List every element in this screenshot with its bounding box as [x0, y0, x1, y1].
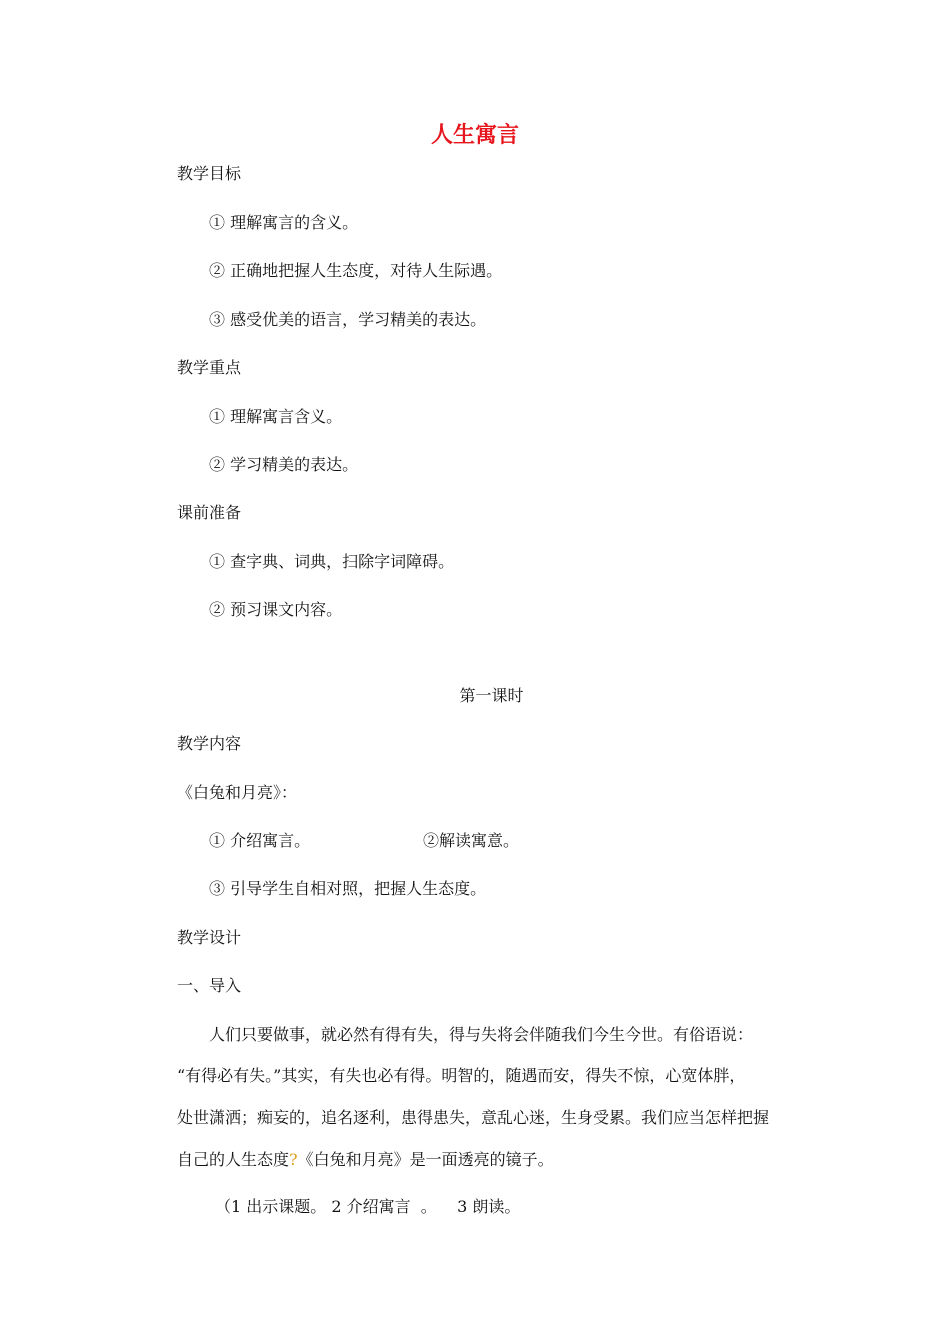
preparation-heading: 课前准备: [177, 503, 242, 522]
design-heading: 教学设计: [177, 928, 242, 947]
lesson-label: 第一课时: [459, 686, 524, 705]
content-heading: 教学内容: [177, 734, 242, 753]
keypoint-item: ① 理解寓言含义。: [209, 407, 343, 426]
intro-paragraph-line: “有得必有失。”其实，有失也必有得。明智的，随遇而安，得失不惊，心宽体胖，: [177, 1066, 746, 1085]
question-mark: ?: [289, 1150, 298, 1169]
content-text-title: 《白兔和月亮》：: [177, 783, 298, 802]
intro-paragraph-line: 人们只要做事，就必然有得有失，得与失将会伴随我们今生今世。有俗语说：: [209, 1025, 754, 1044]
objective-item: ③ 感受优美的语言，学习精美的表达。: [209, 310, 487, 329]
intro-text-segment: 自己的人生态度: [177, 1150, 290, 1169]
keypoints-heading: 教学重点: [177, 358, 242, 377]
keypoint-item: ② 学习精美的表达。: [209, 455, 359, 474]
document-title: 人生寓言: [430, 123, 519, 148]
steps-line: （1 出示课题。 2 介绍寓言 。 3 朗读。: [215, 1197, 521, 1216]
objective-item: ① 理解寓言的含义。: [209, 213, 359, 232]
intro-paragraph-line: [177, 1150, 807, 1170]
objective-item: ② 正确地把握人生态度，对待人生际遇。: [209, 261, 503, 280]
section-one-heading: 一、导入: [177, 976, 242, 995]
intro-text-segment: 《白兔和月亮》是一面透亮的镜子。: [297, 1150, 554, 1169]
intro-paragraph-line: 处世潇洒；痴妄的，追名逐利，患得患失，意乱心迷，生身受累。我们应当怎样把握: [177, 1108, 770, 1127]
objectives-heading: 教学目标: [177, 164, 242, 183]
preparation-item: ② 预习课文内容。: [209, 600, 343, 619]
content-item: ① 介绍寓言。: [209, 831, 311, 850]
content-item: ③ 引导学生自相对照，把握人生态度。: [209, 879, 487, 898]
content-item: ②解读寓意。: [423, 831, 520, 850]
preparation-item: ① 查字典、词典，扫除字词障碍。: [209, 552, 455, 571]
